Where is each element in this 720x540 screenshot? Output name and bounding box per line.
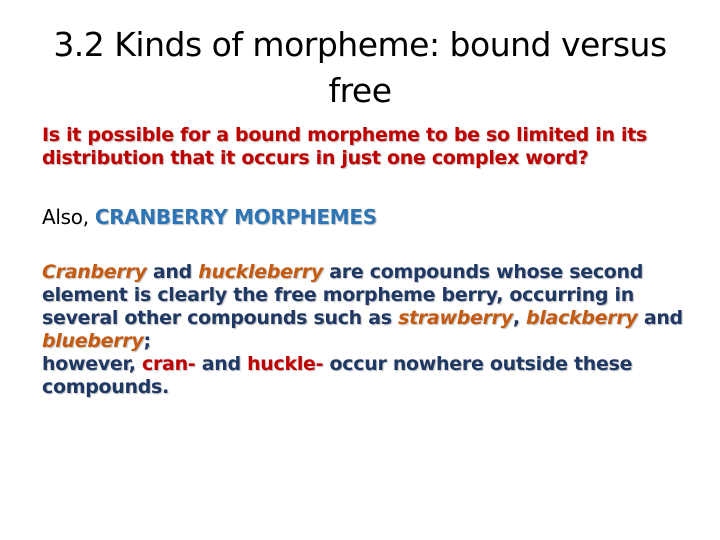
example-strawberry: strawberry [398,307,513,329]
example-cranberry: Cranberry [42,261,147,283]
slide-body [42,124,692,399]
text-segment-4: and [637,307,683,329]
question-text: Is it possible for a bound morpheme to be so limited in its distribution that it occurs in just one complex word? [42,124,648,169]
text-segment-1: and [146,261,199,283]
example-huckleberry: huckleberry [198,261,323,283]
text-segment-3: , [512,307,527,329]
also-line [42,206,692,229]
also-prefix: Also, [42,205,95,229]
morpheme-cran: cran- [142,353,196,375]
text-segment-5: ; [143,330,151,352]
slide-title: 3.2 Kinds of morpheme: bound versus free [53,25,667,110]
cranberry-morphemes-term: CRANBERRY MORPHEMES [94,205,377,229]
text-segment-8: occur nowhere outside these compounds. [42,353,633,398]
text-segment-6: however, [42,353,143,375]
morpheme-huckle: huckle- [247,353,324,375]
text-segment-7: and [195,353,248,375]
description-paragraph [42,261,692,399]
example-blackberry: blackberry [526,307,638,329]
example-blueberry: blueberry [42,330,144,352]
text-segment-2: are compounds whose second element is clearly the free morpheme berry, occurring in several other compounds such as [42,261,644,329]
